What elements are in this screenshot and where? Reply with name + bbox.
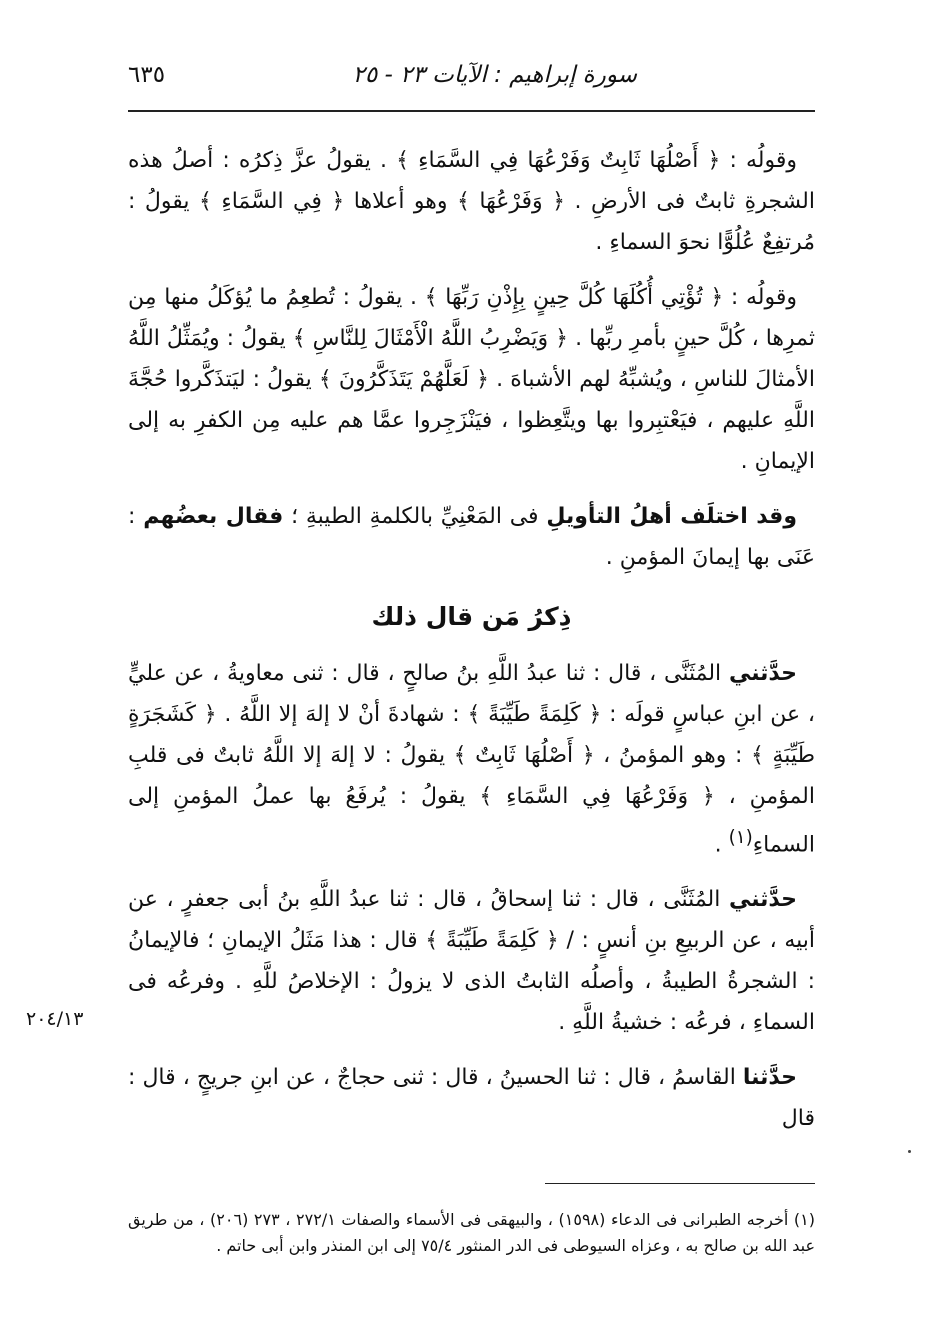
paragraph: وقولُه : ﴿ أَصْلُهَا ثَابِتٌ وَفَرْعُهَا فِي السَّمَاءِ ﴾ . يقولُ عزَّ ذِكرُه : أصلُ هذه الشجرةِ ثابتٌ فى الأرضِ . ﴿ وَفَرْعُهَا ﴾ وهو أعلاها ﴿ فِي السَّمَاءِ ﴾ يقولُ : مُرتفِعٌ عُلُوًّا نحوَ السماءِ . <box>128 148 815 255</box>
main-text <box>128 140 815 1153</box>
scan-speck <box>908 1150 911 1153</box>
narration-text: القاسمُ ، قال : ثنا الحسينُ ، قال : ثنى حجاجٌ ، عن ابنِ جريجٍ ، قال : قال <box>128 1065 815 1132</box>
header-rule <box>128 110 815 112</box>
narration-end: . <box>714 832 729 858</box>
narration-text: المُثَنَّى ، قال : ثنا إسحاقُ ، قال : ثنا عبدُ اللَّهِ بنُ أبى جعفرٍ ، عن أبيه ، عن الربيعِ بنِ أنسٍ : / ﴿ كَلِمَةً طَيِّبَةً ﴾ قال : هذا مَثَلُ الإيمانِ ؛ فالإيمانُ : الشجرةُ الطيبةُ ، وأصلُه الثابتُ الذى لا يزولُ : الإخلاصُ للَّهِ . وفرعُه فى السماءِ ، فرعُه : خشيةُ اللَّهِ . <box>128 887 815 1036</box>
narration-text: المُثَنَّى ، قال : ثنا عبدُ اللَّهِ بنُ صالحٍ ، قال : ثنى معاويةُ ، عن عليٍّ ، عن ابنِ عباسٍ قولَه : ﴿ كَلِمَةً طَيِّبَةً ﴾ : شهادةَ أنْ لا إلهَ إلا اللَّهُ . ﴿ كَشَجَرَةٍ طَيِّبَةٍ ﴾ : وهو المؤمنُ ، ﴿ أَصْلُهَا ثَابِتٌ ﴾ يقولُ : لا إلهَ إلا اللَّهُ ثابتٌ فى قلبِ المؤمنِ ، ﴿ وَفَرْعُهَا فِي السَّمَاءِ ﴾ يقولُ : يُرفَعُ بها عملُ المؤمنِ إلى السماءِ <box>128 661 815 858</box>
section-heading: ذِكرُ مَن قال ذلك <box>371 602 572 631</box>
paragraph-text: : عَنَى بها إيمانَ المؤمنِ . <box>128 504 815 570</box>
running-header <box>128 58 815 102</box>
page-number: ٦٣٥ <box>128 62 166 88</box>
running-title: سورة إبراهيم : الآيات ٢٣ - ٢٥ <box>352 62 637 88</box>
bold-lead: فقال بعضُهم <box>143 504 284 529</box>
paragraph-text: فى المَعْنِيِّ بالكلمةِ الطيبةِ ؛ <box>283 504 547 529</box>
narration <box>128 653 815 865</box>
footnotes <box>128 1207 815 1259</box>
narration <box>128 879 815 1043</box>
margin-page-reference: ٢٠٤/١٣ <box>26 1008 84 1030</box>
narration-lead: حدَّثنا <box>742 1065 797 1091</box>
paragraph: وقولُه : ﴿ تُؤْتِي أُكُلَهَا كُلَّ حِينٍ بِإِذْنِ رَبِّهَا ﴾ . يقولُ : تُطعِمُ ما يُؤكَلُ منها مِن ثمرِها ، كُلَّ حينٍ بأمرِ ربِّها . ﴿ وَيَضْرِبُ اللَّهُ الْأَمْثَالَ لِلنَّاسِ ﴾ يقولُ : ويُمَثِّلُ اللَّهُ الأمثالَ للناسِ ، ويُشبِّهُ لهم الأشباهَ . ﴿ لَعَلَّهُمْ يَتَذَكَّرُونَ ﴾ يقولُ : ليَتذَكَّروا حُجَّةَ اللَّهِ عليهم ، فيَعْتبِروا بها ويتَّعِظوا ، فيَنْزَجِروا عمَّا هم عليه مِن الكفرِ به إلى الإيمانِ . <box>128 285 815 474</box>
footnote-ref[interactable]: (١) <box>728 827 753 848</box>
narration-lead: حدَّثني <box>728 887 797 913</box>
narration-lead: حدَّثني <box>728 661 797 686</box>
bold-lead: وقد اختلَف أهلُ التأويلِ <box>546 504 797 529</box>
narration <box>128 1057 815 1139</box>
paragraph <box>128 496 815 578</box>
footnote-rule <box>545 1183 815 1184</box>
footnote: (١) أخرجه الطبرانى فى الدعاء (١٥٩٨) ، والبيهقى فى الأسماء والصفات ٢٧٢/١ ، ٢٧٣ (٢٠٦) ، من طريق عبد الله بن صالح به ، وعزاه السيوطى فى الدر المنثور ٧٥/٤ إلى ابن المنذر وابن أبى حاتم . <box>128 1210 816 1255</box>
